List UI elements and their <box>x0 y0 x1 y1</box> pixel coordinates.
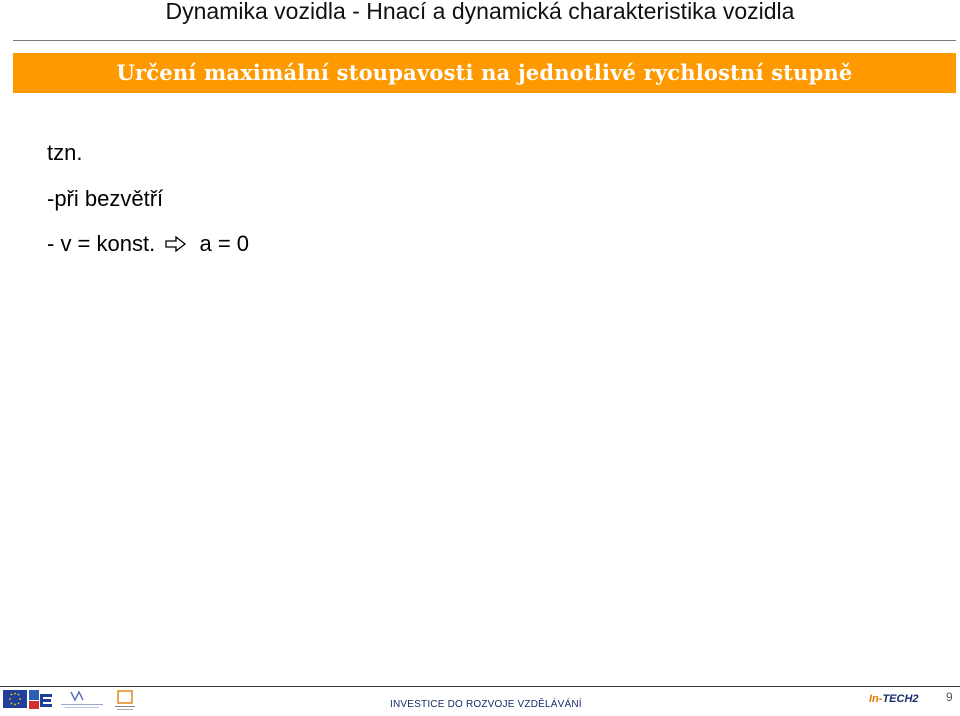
body-line-velocity <box>47 231 249 258</box>
footer-tagline: INVESTICE DO ROZVOJE VZDĚLÁVÁNÍ <box>390 699 582 710</box>
page-number: 9 <box>946 690 953 704</box>
title-rule <box>13 40 956 41</box>
op-logo <box>111 690 139 712</box>
acceleration-zero-text: a = 0 <box>199 231 250 256</box>
subtitle-text: Určení maximální stoupavosti na jednotlivé rychlostní stupně <box>116 60 853 85</box>
intech-logo-suffix: TECH2 <box>882 693 919 705</box>
footer-rule <box>0 686 960 687</box>
eu-flag-logo <box>3 690 27 708</box>
velocity-constant-text: - v = konst. <box>47 231 156 256</box>
body-line-tzn: tzn. <box>47 140 83 165</box>
subtitle-bar <box>13 53 956 93</box>
slide-title: Dynamika vozidla - Hnací a dynamická charakteristika vozidla <box>165 0 795 24</box>
arrow-right-outline-icon <box>165 232 187 258</box>
esf-logo <box>29 690 53 712</box>
intech-logo-prefix: In- <box>869 693 883 705</box>
body-line-bezvetri: -při bezvětří <box>47 186 164 211</box>
intech-logo <box>869 693 919 705</box>
msmt-logo <box>59 690 105 712</box>
